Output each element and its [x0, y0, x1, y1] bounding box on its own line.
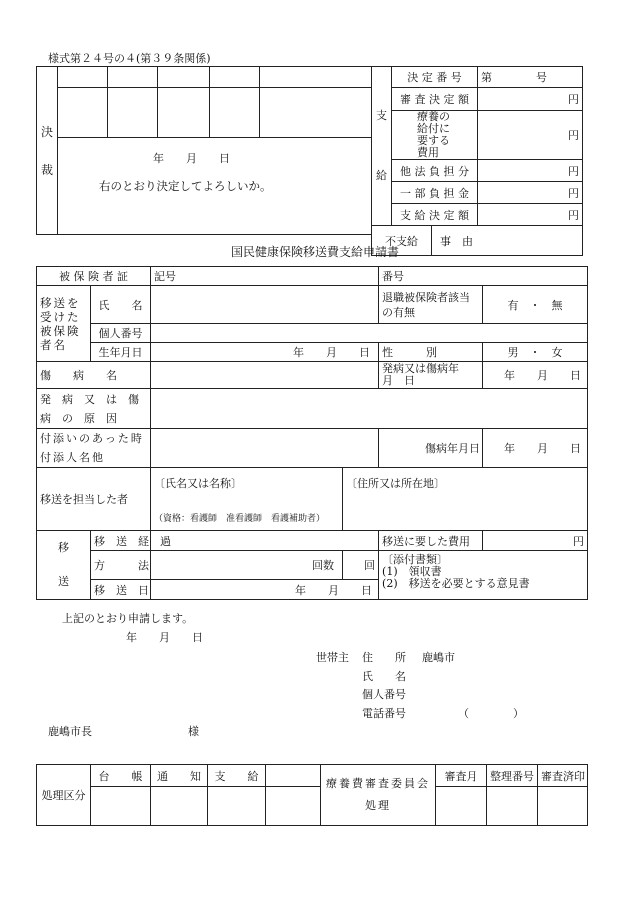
- reviewed-stamp-label: 審査済印: [538, 765, 588, 787]
- patient-group-label: 移送を受けた被保険者名: [37, 286, 91, 362]
- payment-table: [371, 66, 583, 256]
- stamp-box[interactable]: [108, 88, 158, 138]
- route-label: 移 送 経 過: [91, 531, 151, 551]
- address-label: 住 所: [362, 651, 406, 664]
- amount-field[interactable]: 円: [478, 204, 583, 226]
- cause-label: 発 病 又 は 傷 病 の 原 因: [37, 389, 151, 429]
- transport-label-1: 移: [58, 541, 69, 554]
- name-field[interactable]: [151, 286, 379, 324]
- amount-field[interactable]: 円: [478, 160, 583, 182]
- notice-field[interactable]: [151, 787, 208, 826]
- honorific: 様: [188, 725, 199, 738]
- injury-date-field[interactable]: 年 月 日: [483, 429, 588, 468]
- category-label: 処理区分: [37, 765, 91, 826]
- address-value[interactable]: 鹿嶋市: [422, 651, 455, 664]
- insured-card-label: 被 保 険 者 証: [37, 267, 151, 286]
- decision-label-1: 決: [40, 124, 53, 139]
- method-field[interactable]: [151, 551, 343, 580]
- reason-label: 事 由: [440, 234, 473, 248]
- stamp-box[interactable]: [108, 67, 158, 88]
- processing-table: [36, 764, 588, 826]
- transfer-date-label: 移 送 日: [91, 580, 151, 600]
- number-label: 番号: [382, 270, 405, 283]
- decision-label-2: 裁: [40, 162, 53, 177]
- transfer-date-field[interactable]: 年 月 日: [151, 580, 379, 600]
- decision-date: 年 月 日: [153, 152, 230, 165]
- qualification-label: （資格：看護師 准看護師 看護補助者）: [154, 514, 326, 524]
- amount-field[interactable]: 円: [478, 88, 583, 111]
- stamp-box[interactable]: [260, 67, 372, 88]
- retired-choice[interactable]: 有 ・ 無: [483, 286, 588, 324]
- nonpay-label: 不支給: [372, 226, 432, 256]
- applicant-name-label: 氏 名: [362, 670, 406, 683]
- payment-field[interactable]: [208, 787, 266, 826]
- payment-row-label: 審 査 決 定 額: [392, 88, 478, 111]
- attachment-item: (2) 移送を必要とする意見書: [382, 577, 530, 590]
- review-month-label: 審査月: [436, 765, 487, 787]
- amount-field[interactable]: 円: [478, 182, 583, 204]
- notice-label: 通 知: [151, 765, 208, 787]
- stamp-box[interactable]: [58, 67, 108, 88]
- applicant-personal-number-label: 個人番号: [362, 688, 406, 701]
- statement: 上記のとおり申請します。: [62, 612, 194, 625]
- payment-row-label: 他 法 負 担 分: [392, 160, 478, 182]
- sex-label: 性 別: [379, 343, 483, 362]
- householder-label: 世帯主: [316, 651, 349, 664]
- number-field[interactable]: [379, 267, 588, 286]
- cost-label: 移送に要した費用: [379, 531, 483, 551]
- stamp-box[interactable]: [158, 67, 210, 88]
- provider-address-field[interactable]: [343, 468, 588, 531]
- reviewed-stamp-field[interactable]: [538, 787, 588, 826]
- ledger-label: 台 帳: [91, 765, 151, 787]
- cause-field[interactable]: [151, 389, 588, 429]
- stamp-box[interactable]: [260, 88, 372, 138]
- symbol-field[interactable]: [151, 267, 379, 286]
- attachment-item: (1) 領収書: [382, 565, 442, 578]
- committee-label: 療養費審査委員会処理: [321, 765, 436, 826]
- birth-label: 生年月日: [91, 343, 151, 362]
- payment-row-label: 一 部 負 担 金: [392, 182, 478, 204]
- symbol-label: 記号: [154, 270, 176, 283]
- blank-field[interactable]: [266, 787, 321, 826]
- decision-number-field[interactable]: 第 号: [478, 67, 583, 88]
- application-table: [36, 266, 588, 600]
- ref-number-field[interactable]: [487, 787, 538, 826]
- payment-row-label: 支 給 決 定 額: [392, 204, 478, 226]
- stamp-box[interactable]: [58, 88, 108, 138]
- attachments-title: 〔添付書類〕: [382, 553, 449, 566]
- provider-name-label: 〔氏名又は名称〕: [154, 477, 242, 490]
- stamp-box[interactable]: [158, 88, 210, 138]
- count-label: 回数: [312, 559, 334, 572]
- illness-field[interactable]: [151, 362, 379, 389]
- count-field[interactable]: 回: [343, 551, 379, 580]
- escort-label: 付添いのあった時付添人名他: [37, 429, 151, 468]
- ledger-field[interactable]: [91, 787, 151, 826]
- phone-label: 電話番号: [362, 707, 406, 720]
- payment-row-label: 療養の給付に要する費用: [392, 111, 478, 160]
- page-title: 国民健康保険移送費支給申請書: [230, 245, 399, 259]
- attachments: [379, 551, 588, 600]
- form-number: 様式第２４号の４(第３９条関係): [48, 52, 211, 65]
- sex-choice[interactable]: 男 ・ 女: [483, 343, 588, 362]
- cost-field[interactable]: 円: [483, 531, 588, 551]
- phone-field[interactable]: （ ）: [458, 707, 524, 720]
- escort-field[interactable]: [151, 429, 379, 468]
- mayor-label: 鹿嶋市長: [48, 725, 92, 738]
- transport-label-2: 送: [58, 575, 69, 588]
- payment-label: 支 給: [208, 765, 266, 787]
- method-label: 方 法: [91, 551, 151, 580]
- onset-date-field[interactable]: 年 月 日: [483, 362, 588, 389]
- retired-label: 退職被保険者該当の有無: [379, 286, 483, 324]
- provider-name-field[interactable]: [151, 468, 343, 531]
- approval-text: 右のとおり決定してよろしいか。: [99, 179, 272, 193]
- stamp-box[interactable]: [210, 88, 260, 138]
- payment-label-1: 支: [376, 109, 387, 122]
- illness-label: 傷 病 名: [37, 362, 151, 389]
- application-date[interactable]: 年 月 日: [126, 631, 203, 644]
- onset-label: 発病又は傷病年 月 日: [379, 362, 483, 389]
- payment-row-label: 決 定 番 号: [392, 67, 478, 88]
- blank-header: [266, 765, 321, 787]
- name-label: 氏 名: [91, 286, 151, 324]
- route-field[interactable]: [151, 531, 379, 551]
- birth-date-field[interactable]: 年 月 日: [151, 343, 379, 362]
- amount-field[interactable]: 円: [478, 111, 583, 160]
- payment-label-2: 給: [376, 169, 387, 182]
- ref-number-label: 整理番号: [487, 765, 538, 787]
- provider-label: 移送を担当した者: [37, 468, 151, 531]
- provider-address-label: 〔住所又は所在地〕: [346, 477, 445, 490]
- stamp-box[interactable]: [210, 67, 260, 88]
- personal-number-label: 個人番号: [91, 324, 151, 343]
- personal-number-field[interactable]: [151, 324, 588, 343]
- decision-table: [36, 66, 372, 235]
- injury-date-label: 傷病年月日: [379, 429, 483, 468]
- review-month-field[interactable]: [436, 787, 487, 826]
